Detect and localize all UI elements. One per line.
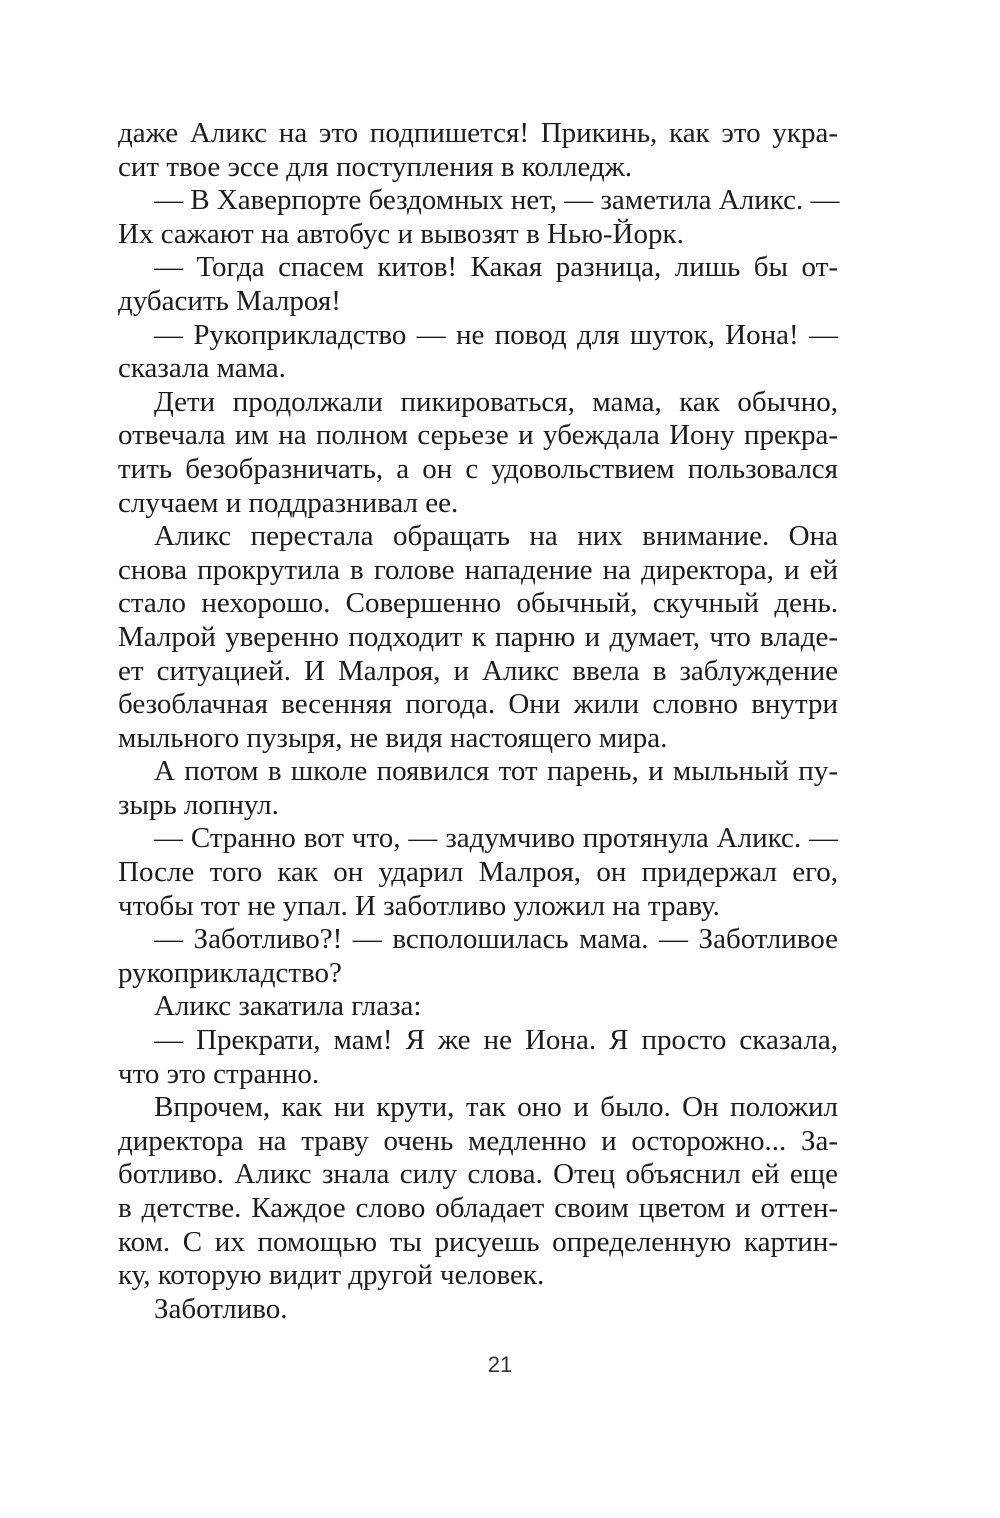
text-line: чтобы тот не упал. И заботливо уложил на траву. [118, 889, 720, 922]
text-line: тить безобразничать, а он с удовольствием пользовался [118, 452, 838, 485]
text-line: ботливо. Аликс знала силу слова. Отец объяснил ей еще [118, 1158, 838, 1191]
text-line: случаем и поддразнивал ее. [118, 486, 459, 519]
text-line: даже Аликс на это подпишется! Прикинь, как это укра- [118, 117, 838, 149]
text-line: безоблачная весенняя погода. Они жили словно внутри [118, 688, 838, 721]
text-line: сказала мама. [118, 352, 286, 385]
page-body-text [118, 117, 838, 1326]
text-line: — Прекрати, мам! Я же не Иона. Я просто сказала, [154, 1024, 838, 1057]
text-line: Аликс закатила глаза: [154, 990, 422, 1023]
text-line: отвечала им на полном серьезе и убеждала Иону прекра- [118, 419, 838, 452]
text-line: в детстве. Каждое слово обладает своим цветом и оттен- [118, 1192, 838, 1224]
text-line: Впрочем, как ни крути, так оно и было. Он положил [154, 1091, 838, 1124]
text-line: Аликс перестала обращать на них внимание. Она [154, 520, 838, 553]
text-line: снова прокрутила в голове нападение на директора, и ей [118, 553, 838, 586]
text-line: что это странно. [118, 1057, 320, 1090]
text-line: — Заботливо?! — всполошилась мама. — Заботливое [154, 923, 838, 956]
text-line: зырь лопнул. [118, 788, 279, 821]
text-line: Малрой уверенно подходит к парню и думает, что владе- [118, 620, 838, 653]
text-line: — В Хаверпорте бездомных нет, — заметила Аликс. — [154, 184, 840, 217]
text-line: директора на траву очень медленно и осторожно... За- [118, 1124, 838, 1157]
text-line: рукоприкладство? [118, 956, 342, 989]
text-line: А потом в школе появился тот парень, и мыльный пу- [154, 755, 838, 788]
text-line: ком. С их помощью ты рисуешь определенную картин- [118, 1225, 838, 1258]
text-line: Дети продолжали пикироваться, мама, как обычно, [154, 385, 838, 418]
page-number: 21 [487, 1352, 513, 1377]
text-line: мыльного пузыря, не видя настоящего мира. [118, 721, 668, 754]
text-line: Их сажают на автобус и вывозят в Нью-Йорк. [118, 217, 684, 250]
text-line: — Странно вот что, — задумчиво протянула Аликс. — [154, 822, 838, 855]
text-line: — Тогда спасем китов! Какая разница, лишь бы от- [154, 251, 838, 284]
text-line: После того как он ударил Малроя, он придержал его, [118, 856, 838, 889]
text-line: стало нехорошо. Совершенно обычный, скучный день. [118, 587, 838, 620]
text-line: дубасить Малроя! [118, 284, 341, 317]
text-line: ку, которую видит другой человек. [118, 1259, 545, 1292]
text-line: — Рукоприкладство — не повод для шуток, Иона! — [154, 318, 838, 351]
text-line: Заботливо. [154, 1292, 288, 1325]
text-line: сит твое эссе для поступления в колледж. [118, 150, 632, 183]
text-line: ет ситуацией. И Малроя, и Аликс ввела в заблуждение [118, 654, 838, 687]
